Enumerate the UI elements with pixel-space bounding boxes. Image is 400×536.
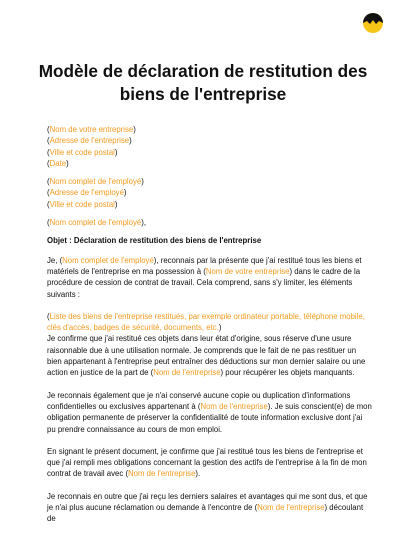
subject-line: Objet : Déclaration de restitution des biens de l'entreprise	[47, 236, 262, 246]
document-title	[30, 60, 376, 106]
recipient-block	[47, 176, 372, 210]
sender-company-address: (Adresse de l'entreprise)	[47, 136, 132, 146]
recipient-employee-address: (Adresse de l'employé)	[47, 188, 127, 198]
paragraph-3: Je reconnais également que je n'ai conservé aucune copie ou duplication d'informations confidentielles ou exclusives appartenant à (Nom de l'entreprise). Je suis conscient(e) de mon obligation permanente de préserver la confidentialité de toute information exclusive dont j'ai pu prendre connaissance au cours de mon emploi.	[47, 390, 372, 434]
paragraph-4: En signant le présent document, je confirme que j'ai restitué tous les biens de l'entreprise et que j'ai rempli mes obligations concernant la gestion des actifs de l'entreprise à la fin de mon contrat de travail avec (Nom de l'entreprise).	[47, 446, 367, 479]
paragraph-1: Je, (Nom complet de l'employé), reconnais par la présente que j'ai restitué tous les biens et matériels de l'entreprise en ma possession à (Nom de votre entreprise) dans le cadre de la procédure de cession de contrat de travail. Cela comprend, sans s'y limiter, les éléments suivants :	[47, 255, 362, 299]
title-line-1: Modèle de déclaration de restitution des	[38, 61, 368, 81]
sender-block	[47, 124, 372, 169]
sender-company-city: (Ville et code postal)	[47, 147, 118, 157]
paragraph-5: Je reconnais en outre que j'ai reçu les derniers salaires et avantages qui me sont dus, et que je n'ai plus aucune réclamation ou demande à l'encontre de (Nom de l'entreprise) découlant de	[47, 491, 368, 524]
assets-list-placeholder: Liste des biens de l'entreprise restitués, par exemple ordinateur portable, téléphone mobile, clés d'accès, badges de sécurité, documents, etc.	[47, 311, 365, 333]
title-line-2: biens de l'entreprise	[119, 84, 287, 104]
recipient-employee-city: (Ville et code postal)	[47, 199, 118, 209]
sender-company-name: (Nom de votre entreprise)	[47, 125, 136, 134]
brand-logo-icon	[362, 12, 384, 34]
recipient-employee-name: (Nom complet de l'employé)	[47, 177, 144, 187]
letter-body	[47, 124, 372, 536]
salutation: (Nom complet de l'employé),	[47, 218, 146, 228]
sender-date: (Date)	[47, 158, 69, 168]
paragraph-2: (Liste des biens de l'entreprise restitués, par exemple ordinateur portable, téléphone mobile, clés d'accès, badges de sécurité, documents, etc.) Je confirme que j'ai restitué ces objets dans leur état d'origine, sous réserve d'une usure raisonnable due à une utilisation normale. Je comprends que le fait de ne pas restituer un bien appartenant à l'entreprise peut entraîner des déductions sur mon dernier salaire ou une action en justice de la part de (Nom de l'entreprise) pour récupérer les objets manquants.	[47, 311, 366, 378]
